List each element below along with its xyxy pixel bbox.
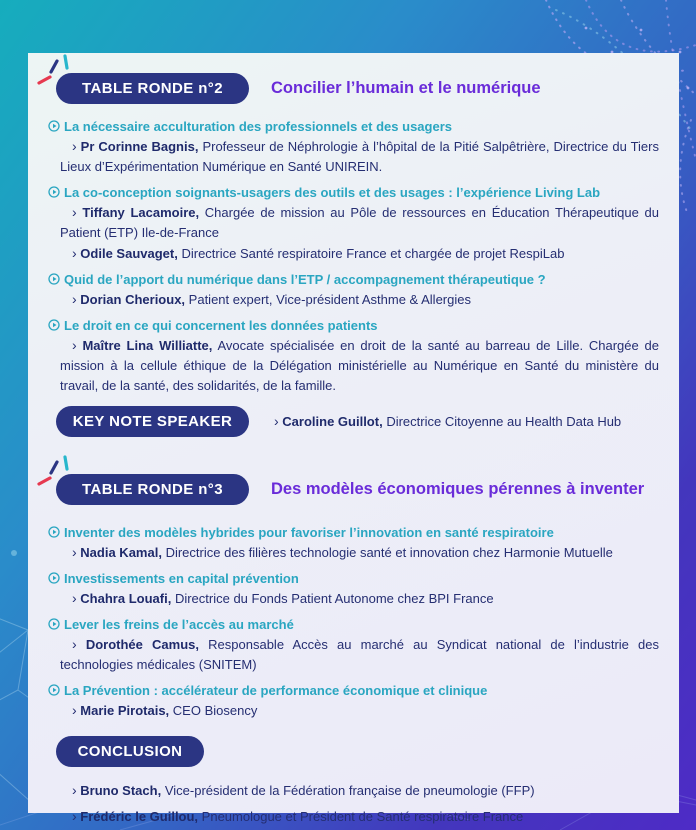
speaker-line bbox=[60, 700, 659, 721]
speaker-line bbox=[60, 243, 659, 264]
topic bbox=[48, 615, 659, 675]
chevron-icon: › bbox=[72, 204, 77, 220]
sparkle-icon bbox=[34, 52, 78, 90]
table-ronde-2-topics bbox=[48, 117, 659, 396]
speaker-line bbox=[60, 780, 659, 801]
topic bbox=[48, 569, 659, 609]
speaker-name: Pr Corinne Bagnis, bbox=[80, 139, 199, 154]
table-ronde-3-title: Des modèles économiques pérennes à inventer bbox=[271, 480, 645, 498]
table-ronde-2-badge: TABLE RONDE n°2 bbox=[56, 73, 249, 104]
speaker-line bbox=[60, 335, 659, 396]
topic-heading-text: La co-conception soignants-usagers des outils et des usages : l’expérience Living Lab bbox=[64, 185, 601, 200]
topic bbox=[48, 316, 659, 396]
speaker-name: Dorothée Camus, bbox=[85, 637, 199, 652]
speaker-role: Professeur de Néphrologie à l’hôpital de la Pitié Salpêtrière, Directrice du Tiers Lieux d’Expérimentation Numérique en Santé UNIREIN. bbox=[60, 139, 659, 174]
topic bbox=[48, 183, 659, 264]
keynote-badge: KEY NOTE SPEAKER bbox=[56, 406, 249, 437]
speaker-role: Directrice Santé respiratoire France et chargée de projet RespiLab bbox=[181, 246, 565, 261]
sparkle-icon bbox=[34, 453, 78, 491]
speaker-name: Frédéric le Guillou, bbox=[80, 809, 199, 824]
play-circle-icon bbox=[48, 186, 60, 198]
topic bbox=[48, 523, 659, 563]
table-ronde-3-topics bbox=[48, 523, 659, 721]
chevron-icon: › bbox=[274, 413, 279, 429]
chevron-icon: › bbox=[72, 590, 77, 606]
play-circle-icon bbox=[48, 618, 60, 630]
topic-heading-text: La nécessaire acculturation des professionnels et des usagers bbox=[64, 119, 452, 134]
table-ronde-2-title: Concilier l’humain et le numérique bbox=[271, 79, 541, 97]
section-header-table-ronde-2 bbox=[56, 73, 659, 104]
speaker-role: Patient expert, Vice-président Asthme & Allergies bbox=[188, 292, 471, 307]
topic-heading-text: Inventer des modèles hybrides pour favoriser l’innovation en santé respiratoire bbox=[64, 525, 554, 540]
topic-heading-text: Le droit en ce qui concernent les données patients bbox=[64, 318, 378, 333]
speaker-role: Directrice des filières technologie santé et innovation chez Harmonie Mutuelle bbox=[165, 545, 613, 560]
speaker-role: Chargée de mission au Pôle de ressources en Éducation Thérapeutique du Patient (ETP) Ile-de-France bbox=[60, 205, 659, 240]
chevron-icon: › bbox=[72, 245, 77, 261]
play-circle-icon bbox=[48, 572, 60, 584]
speaker-name: Maître Lina Williatte, bbox=[82, 338, 213, 353]
chevron-icon: › bbox=[72, 782, 77, 798]
play-circle-icon bbox=[48, 319, 60, 331]
speaker-line bbox=[60, 588, 659, 609]
speaker-line bbox=[60, 806, 659, 827]
speaker-name: Nadia Kamal, bbox=[80, 545, 162, 560]
speaker-name: Tiffany Lacamoire, bbox=[82, 205, 200, 220]
chevron-icon: › bbox=[72, 337, 77, 353]
chevron-icon: › bbox=[72, 636, 77, 652]
topic-heading-text: La Prévention : accélérateur de performance économique et clinique bbox=[64, 683, 488, 698]
chevron-icon: › bbox=[72, 138, 77, 154]
play-circle-icon bbox=[48, 120, 60, 132]
speaker-name: Caroline Guillot, bbox=[282, 414, 383, 429]
speaker-line bbox=[60, 634, 659, 675]
chevron-icon: › bbox=[72, 702, 77, 718]
speaker-name: Dorian Cherioux, bbox=[80, 292, 186, 307]
speaker-line bbox=[60, 289, 659, 310]
play-circle-icon bbox=[48, 273, 60, 285]
chevron-icon: › bbox=[72, 544, 77, 560]
speaker-role: Directrice Citoyenne au Health Data Hub bbox=[386, 414, 622, 429]
conclusion-speakers bbox=[48, 780, 659, 827]
speaker-role: Pneumologue et Président de Santé respiratoire France bbox=[201, 809, 524, 824]
chevron-icon: › bbox=[72, 808, 77, 824]
table-ronde-3-badge: TABLE RONDE n°3 bbox=[56, 474, 249, 505]
speaker-role: Directrice du Fonds Patient Autonome chez BPI France bbox=[174, 591, 494, 606]
speaker-line bbox=[60, 202, 659, 243]
speaker-line bbox=[60, 542, 659, 563]
speaker-role: Avocate spécialisée en droit de la santé au barreau de Lille. Chargée de mission à la cellule éthique de la Délégation ministérielle au Numérique en Santé du ministère du travail, de la santé, des solidarités, de la famille. bbox=[60, 338, 659, 393]
speaker-name: Chahra Louafi, bbox=[80, 591, 172, 606]
speaker-name: Bruno Stach, bbox=[80, 783, 162, 798]
speaker-role: Responsable Accès au marché au Syndicat national de l’industrie des technologies médicales (SNITEM) bbox=[60, 637, 660, 672]
section-header-keynote bbox=[56, 406, 659, 437]
speaker-line bbox=[60, 136, 659, 177]
speaker-role: CEO Biosency bbox=[172, 703, 258, 718]
play-circle-icon bbox=[48, 684, 60, 696]
section-header-table-ronde-3 bbox=[56, 474, 659, 505]
speaker-line bbox=[274, 411, 659, 432]
topic-heading-text: Lever les freins de l’accès au marché bbox=[64, 617, 294, 632]
speaker-name: Marie Pirotais, bbox=[80, 703, 170, 718]
speaker-name: Odile Sauvaget, bbox=[80, 246, 178, 261]
speaker-role: Vice-président de la Fédération française de pneumologie (FFP) bbox=[164, 783, 535, 798]
topic-heading-text: Quid de l’apport du numérique dans l’ETP / accompagnement thérapeutique ? bbox=[64, 272, 546, 287]
program-card bbox=[28, 53, 679, 824]
section-header-conclusion bbox=[56, 736, 659, 767]
topic-heading-text: Investissements en capital prévention bbox=[64, 571, 299, 586]
conclusion-badge: CONCLUSION bbox=[56, 736, 204, 767]
play-circle-icon bbox=[48, 526, 60, 538]
topic bbox=[48, 270, 659, 310]
chevron-icon: › bbox=[72, 291, 77, 307]
topic bbox=[48, 681, 659, 721]
topic bbox=[48, 117, 659, 177]
